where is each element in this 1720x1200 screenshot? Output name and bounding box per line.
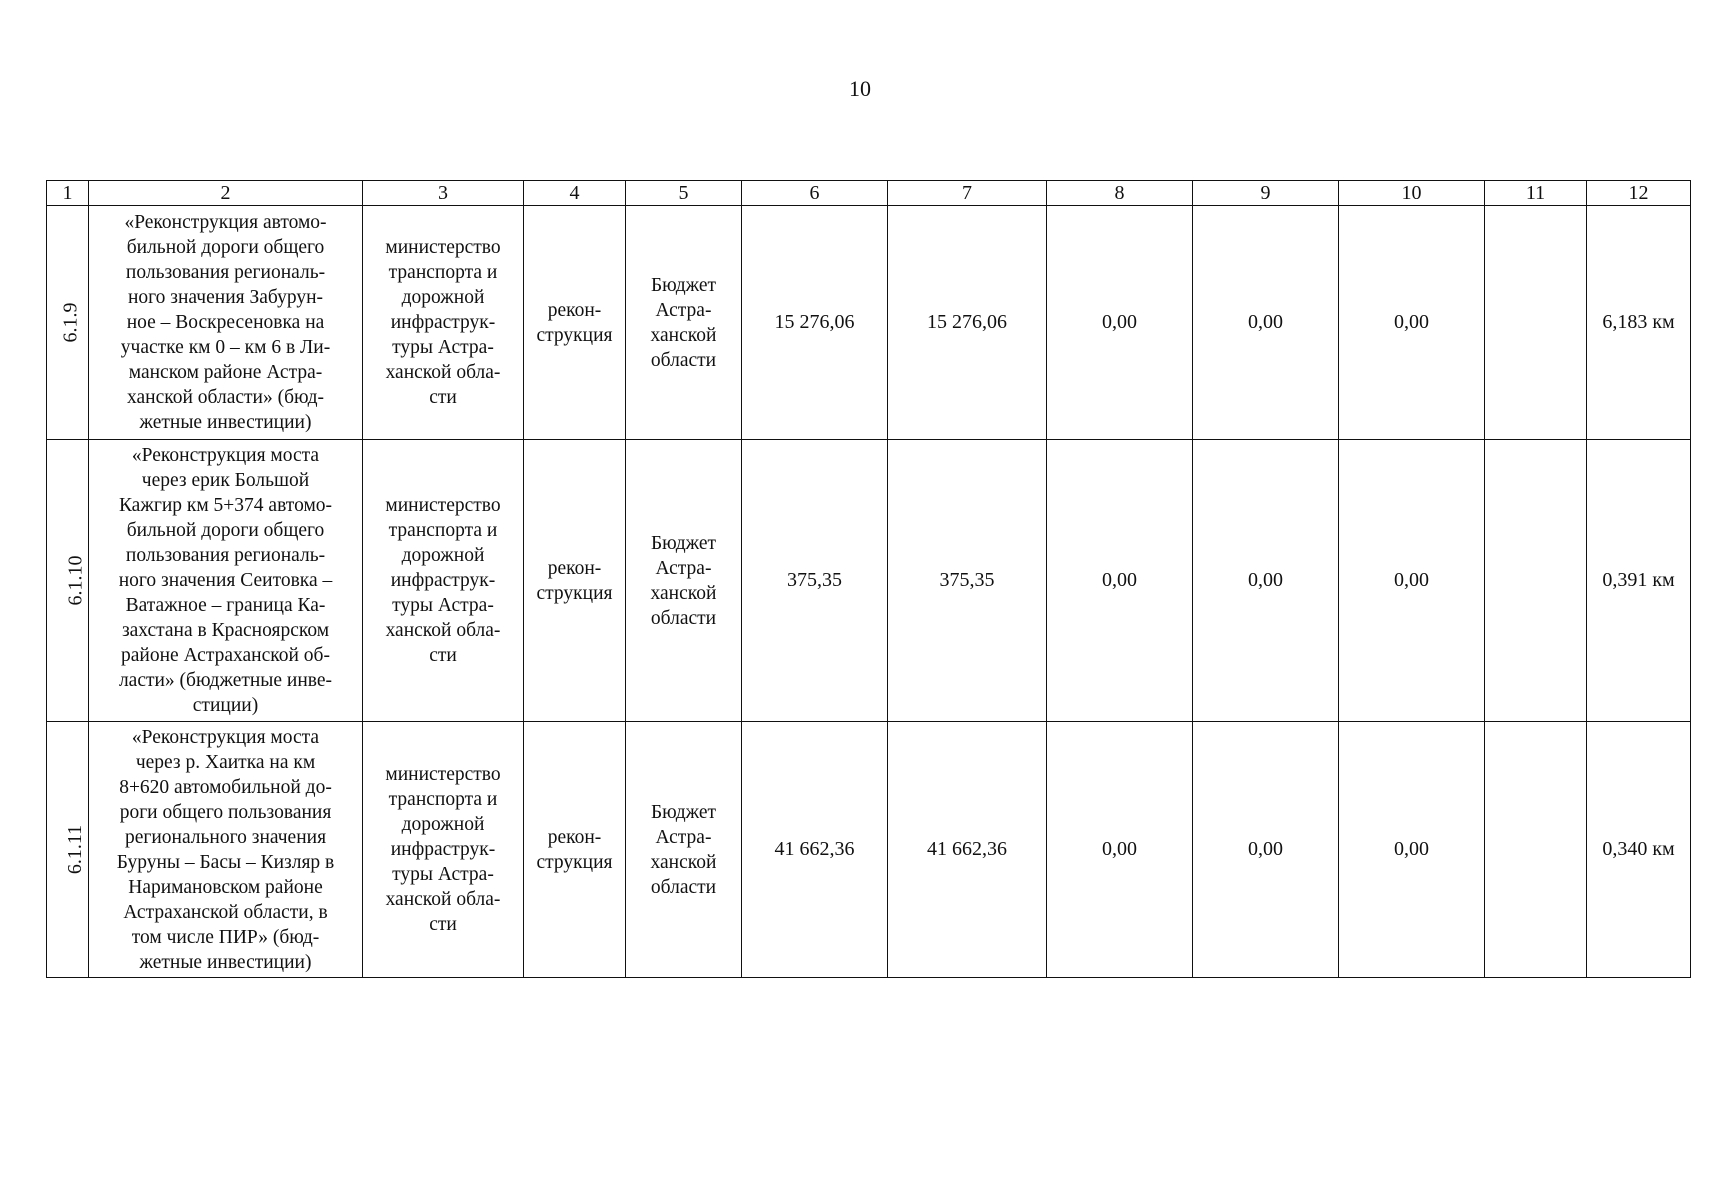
column-header: 3 bbox=[363, 181, 524, 206]
executor-line: министерство bbox=[385, 495, 501, 516]
column-header: 2 bbox=[89, 181, 363, 206]
executor-line: транспорта и bbox=[388, 520, 498, 541]
value-cell-c6: 15 276,06 bbox=[742, 206, 888, 440]
value-cell-c12: 6,183 км bbox=[1587, 206, 1691, 440]
project-name-line: ласти» (бюджетные инве- bbox=[118, 670, 333, 691]
column-header: 12 bbox=[1587, 181, 1691, 206]
project-name-line: жетные инвестиции) bbox=[139, 412, 312, 433]
row-code: 6.1.10 bbox=[64, 555, 87, 606]
executor-line: дорожной bbox=[401, 814, 485, 835]
column-header: 4 bbox=[524, 181, 626, 206]
value-cell-c7: 375,35 bbox=[888, 440, 1047, 722]
executor-line: ханской обла- bbox=[385, 889, 501, 910]
value-cell-c12: 0,391 км bbox=[1587, 440, 1691, 722]
column-header: 6 bbox=[742, 181, 888, 206]
funding-source-line: ханской bbox=[650, 324, 717, 346]
project-name-line: «Реконструкция моста bbox=[131, 445, 320, 466]
work-type-line: рекон- bbox=[547, 826, 602, 848]
executor-line: дорожной bbox=[401, 287, 485, 308]
table-body bbox=[47, 206, 1691, 978]
funding-source-line: Бюджет bbox=[650, 532, 717, 554]
work-type-cell bbox=[524, 722, 626, 978]
project-name-cell bbox=[89, 206, 363, 440]
executor-line: транспорта и bbox=[388, 789, 498, 810]
value-cell-c9: 0,00 bbox=[1193, 206, 1339, 440]
funding-source-line: ханской bbox=[650, 851, 717, 873]
executor-line: сти bbox=[429, 914, 457, 935]
project-name-line: ное – Воскресеновка на bbox=[126, 312, 325, 333]
executor-cell bbox=[363, 206, 524, 440]
executor-cell bbox=[363, 722, 524, 978]
project-name-line: через р. Хаитка на км bbox=[135, 751, 316, 773]
row-code: 6.1.11 bbox=[64, 824, 87, 875]
funding-source-line: области bbox=[650, 607, 717, 629]
table-row bbox=[47, 722, 1691, 978]
project-name-line: Астраханской области, в bbox=[123, 901, 328, 923]
value-cell-c11 bbox=[1485, 440, 1587, 722]
executor-line: сти bbox=[429, 645, 457, 666]
row-code-cell bbox=[47, 206, 89, 440]
column-header: 11 bbox=[1485, 181, 1587, 206]
value-cell-c11 bbox=[1485, 206, 1587, 440]
column-header: 5 bbox=[626, 181, 742, 206]
work-type-line: струкция bbox=[536, 851, 613, 873]
funding-source-line: области bbox=[650, 876, 717, 898]
project-name-line: захстана в Красноярском bbox=[121, 620, 330, 641]
page-number: 10 bbox=[849, 76, 871, 101]
project-name-line: Кажгир км 5+374 автомо- bbox=[118, 495, 333, 516]
value-cell-c7: 41 662,36 bbox=[888, 722, 1047, 978]
program-table bbox=[46, 180, 1691, 978]
work-type-cell bbox=[524, 206, 626, 440]
executor-line: транспорта и bbox=[388, 262, 498, 283]
value-cell-c6: 41 662,36 bbox=[742, 722, 888, 978]
header-row bbox=[47, 181, 1691, 206]
column-header: 10 bbox=[1339, 181, 1485, 206]
work-type-line: струкция bbox=[536, 582, 613, 604]
value-cell-c10: 0,00 bbox=[1339, 206, 1485, 440]
executor-line: туры Астра- bbox=[392, 864, 494, 885]
executor-line: туры Астра- bbox=[392, 337, 494, 358]
project-name-line: Наримановском районе bbox=[128, 876, 323, 898]
funding-source-line: Астра- bbox=[655, 826, 712, 848]
value-cell-c8: 0,00 bbox=[1047, 206, 1193, 440]
work-type-line: струкция bbox=[536, 324, 613, 346]
column-header: 1 bbox=[47, 181, 89, 206]
project-name-line: роги общего пользования bbox=[119, 801, 332, 823]
project-name-line: участке км 0 – км 6 в Ли- bbox=[120, 337, 331, 358]
executor-line: ханской обла- bbox=[385, 620, 501, 641]
executor-line: туры Астра- bbox=[392, 595, 494, 616]
project-name-cell bbox=[89, 440, 363, 722]
executor-line: инфраструк- bbox=[390, 312, 496, 333]
executor-line: министерство bbox=[385, 237, 501, 258]
project-name-line: «Реконструкция автомо- bbox=[124, 212, 327, 233]
funding-source-line: Астра- bbox=[655, 299, 712, 321]
column-header: 9 bbox=[1193, 181, 1339, 206]
funding-source-line: Бюджет bbox=[650, 801, 717, 823]
project-name-line: стиции) bbox=[192, 695, 259, 716]
executor-cell bbox=[363, 440, 524, 722]
row-code: 6.1.9 bbox=[59, 302, 82, 343]
project-name-line: через ерик Большой bbox=[141, 470, 310, 491]
table-row bbox=[47, 206, 1691, 440]
project-name-line: ного значения Сеитовка – bbox=[118, 570, 333, 591]
project-name-line: бильной дороги общего bbox=[126, 237, 325, 258]
project-name-line: пользования региональ- bbox=[125, 262, 326, 283]
project-name-line: ханской области» (бюд- bbox=[127, 387, 324, 408]
executor-line: дорожной bbox=[401, 545, 485, 566]
project-name-line: Ватажное – граница Ка- bbox=[125, 595, 326, 616]
project-name-line: пользования региональ- bbox=[125, 545, 326, 566]
project-name-line: ного значения Забурун- bbox=[127, 287, 324, 308]
executor-line: инфраструк- bbox=[390, 839, 496, 860]
funding-source-line: ханской bbox=[650, 582, 717, 604]
value-cell-c12: 0,340 км bbox=[1587, 722, 1691, 978]
project-name-line: 8+620 автомобильной до- bbox=[119, 776, 332, 798]
value-cell-c10: 0,00 bbox=[1339, 722, 1485, 978]
value-cell-c11 bbox=[1485, 722, 1587, 978]
work-type-line: рекон- bbox=[547, 299, 602, 321]
project-name-line: «Реконструкция моста bbox=[131, 726, 320, 748]
project-name-cell bbox=[89, 722, 363, 978]
executor-line: сти bbox=[429, 387, 457, 408]
funding-source-cell bbox=[626, 722, 742, 978]
value-cell-c9: 0,00 bbox=[1193, 440, 1339, 722]
executor-line: инфраструк- bbox=[390, 570, 496, 591]
project-name-line: том числе ПИР» (бюд- bbox=[131, 926, 320, 948]
project-name-line: жетные инвестиции) bbox=[139, 951, 312, 973]
column-header: 8 bbox=[1047, 181, 1193, 206]
funding-source-line: Бюджет bbox=[650, 274, 717, 296]
project-name-line: районе Астраханской об- bbox=[121, 645, 330, 666]
value-cell-c8: 0,00 bbox=[1047, 440, 1193, 722]
table-row bbox=[47, 440, 1691, 722]
row-code-cell bbox=[47, 722, 89, 978]
value-cell-c10: 0,00 bbox=[1339, 440, 1485, 722]
project-name-line: Буруны – Басы – Кизляр в bbox=[116, 851, 335, 873]
executor-line: министерство bbox=[385, 764, 501, 785]
value-cell-c6: 375,35 bbox=[742, 440, 888, 722]
value-cell-c8: 0,00 bbox=[1047, 722, 1193, 978]
project-name-line: бильной дороги общего bbox=[126, 520, 325, 541]
funding-source-cell bbox=[626, 206, 742, 440]
project-name-line: манском районе Астра- bbox=[128, 362, 323, 383]
funding-source-line: области bbox=[650, 349, 717, 371]
column-header: 7 bbox=[888, 181, 1047, 206]
work-type-cell bbox=[524, 440, 626, 722]
funding-source-line: Астра- bbox=[655, 557, 712, 579]
executor-line: ханской обла- bbox=[385, 362, 501, 383]
project-name-line: регионального значения bbox=[124, 826, 327, 848]
value-cell-c7: 15 276,06 bbox=[888, 206, 1047, 440]
row-code-cell bbox=[47, 440, 89, 722]
value-cell-c9: 0,00 bbox=[1193, 722, 1339, 978]
funding-source-cell bbox=[626, 440, 742, 722]
work-type-line: рекон- bbox=[547, 557, 602, 579]
